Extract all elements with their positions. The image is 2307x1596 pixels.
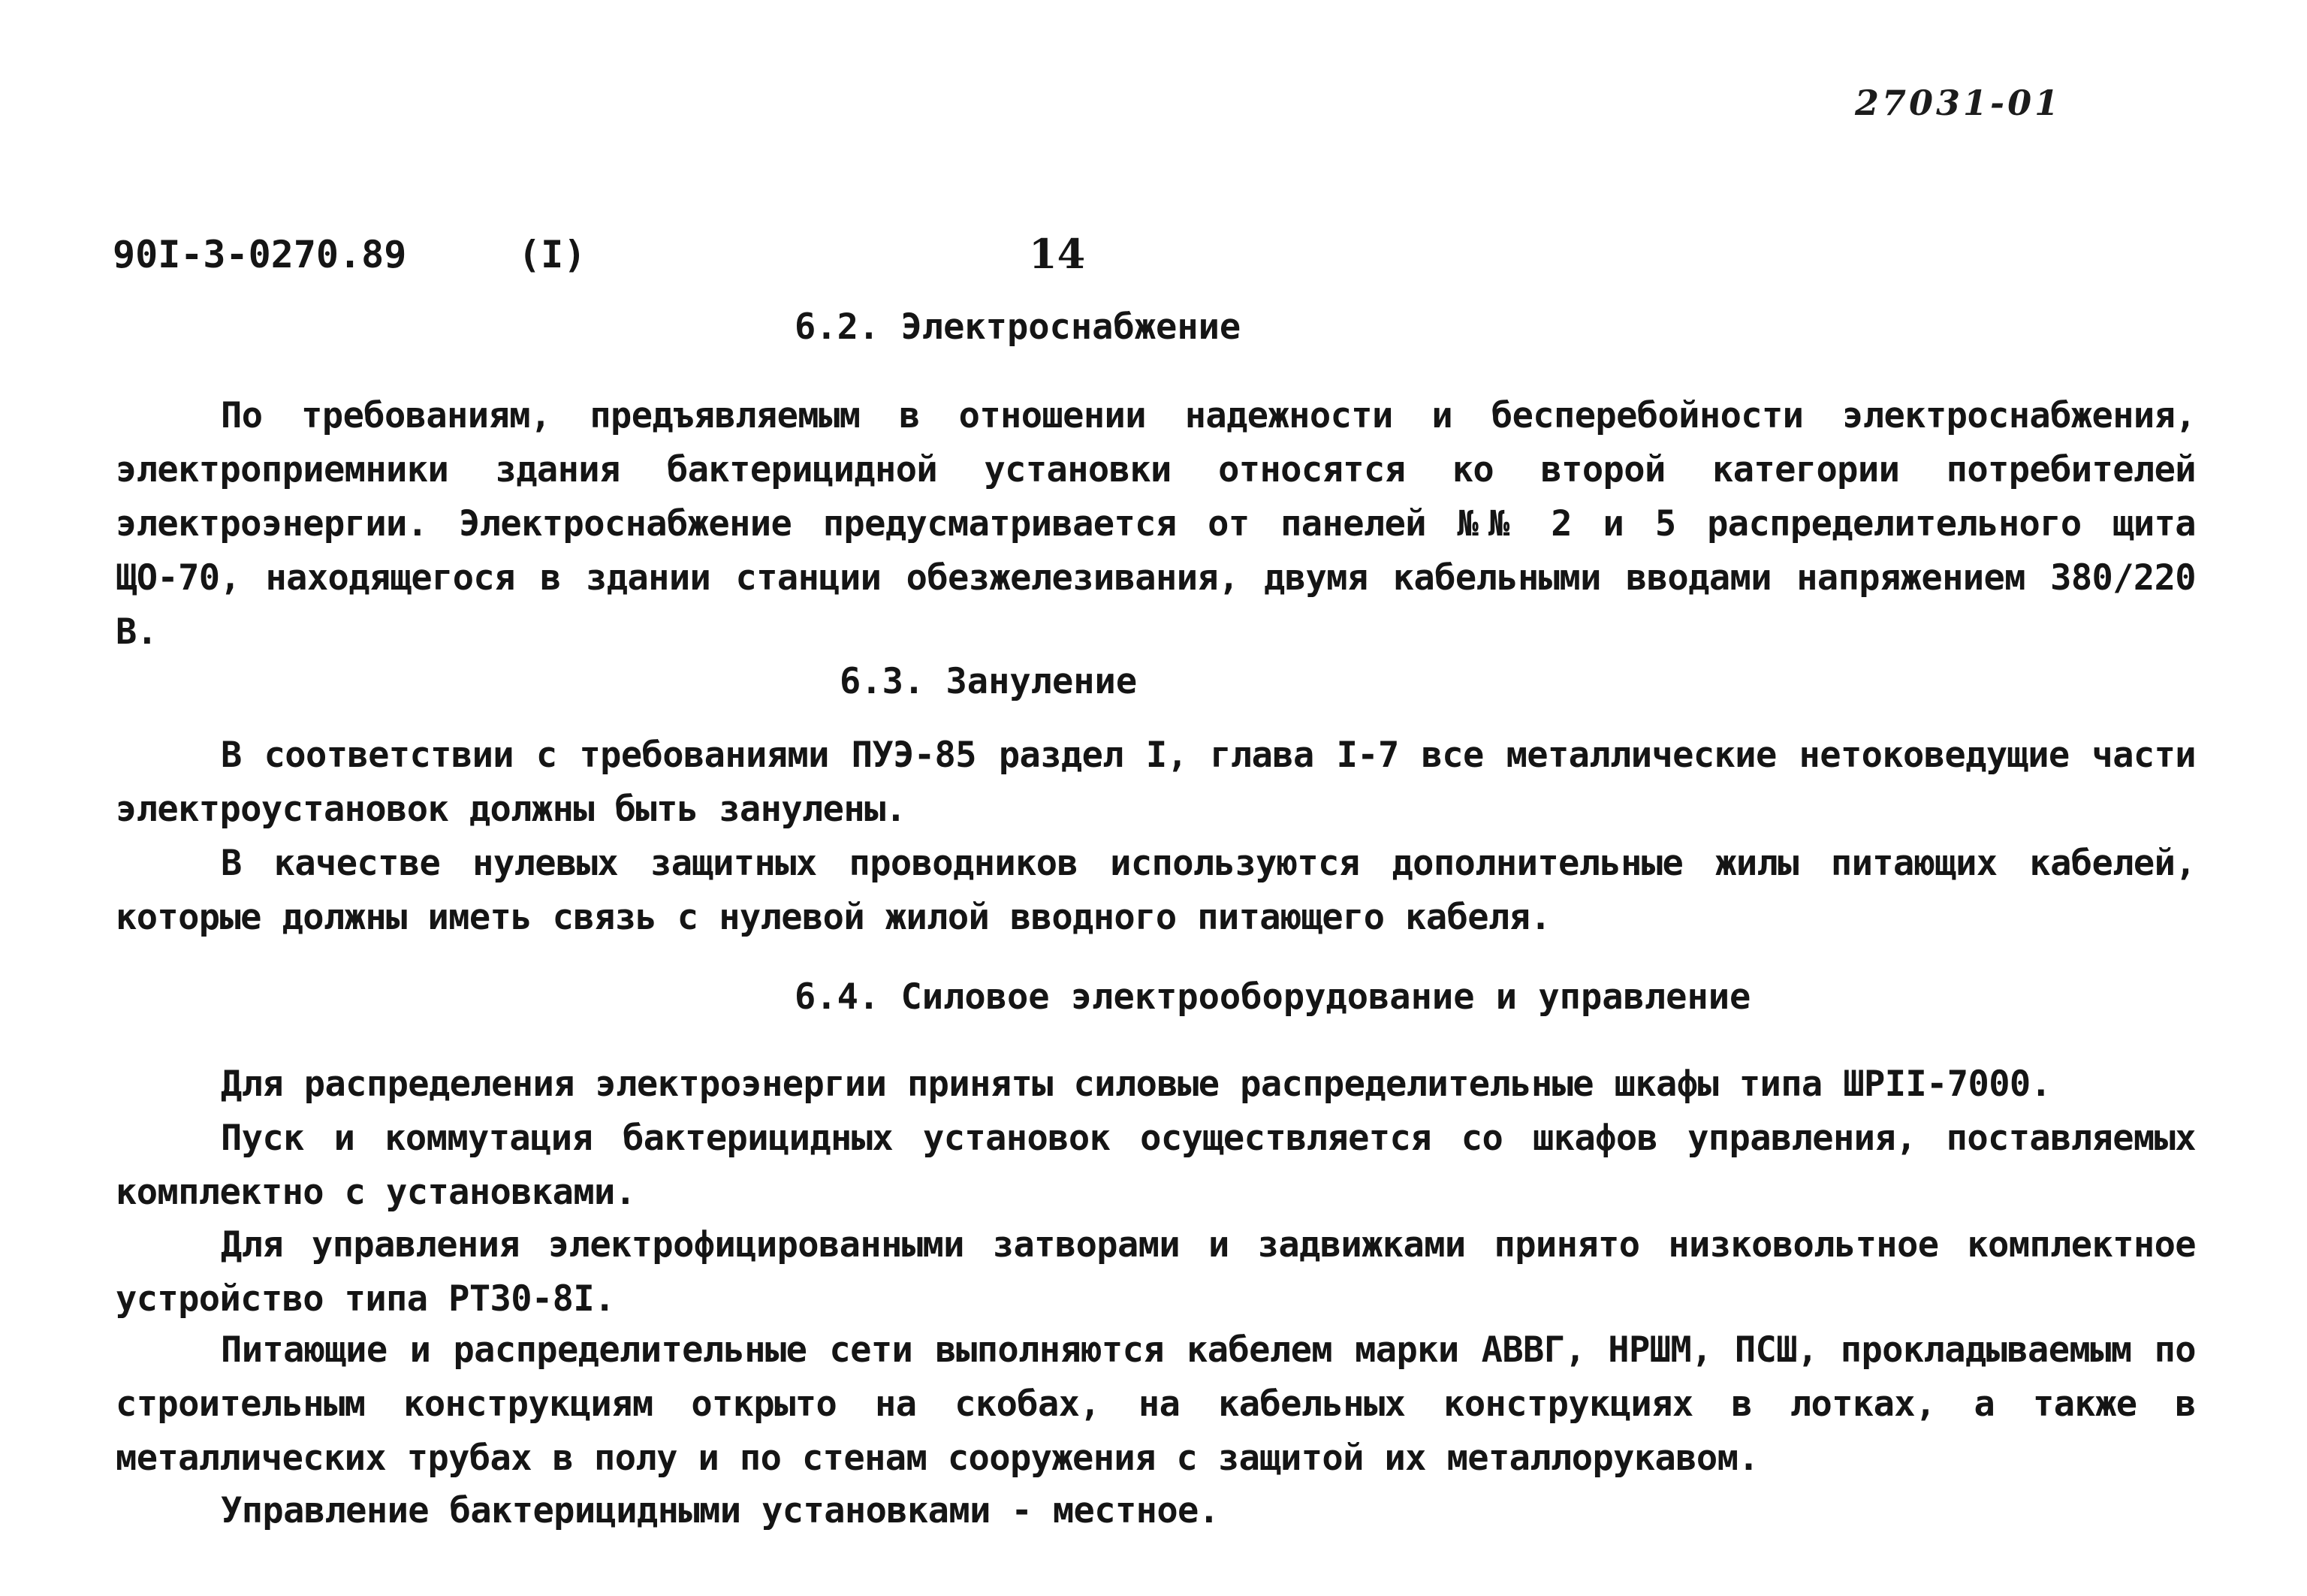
paragraph-power-supply: По требованиям, предъявляемым в отношении надежности и бесперебойности электроснабжения, электроприемники здания бактерицидной установки относятся ко второй категории потребителей электроэнергии. Электроснабжение предусматривается от панелей №№ 2 и 5 распределительного щита ЩО-70, находящегося в здании станции обезжелезивания, двумя кабельными вводами напряжением 380/220 В. [116, 395, 2196, 653]
paragraph-equipment-2: Пуск и коммутация бактерицидных установок осуществляется со шкафов управления, поставляемых комплектно с установками. [116, 1118, 2196, 1213]
paragraph-grounding-1: В соответствии с требованиями ПУЭ-85 раздел I, глава I-7 все металлические нетоковедущие части электроустановок должны быть занулены. [116, 735, 2196, 830]
paragraph-equipment-1: Для распределения электроэнергии приняты силовые распределительные шкафы типа ШРII-7000. [221, 1063, 2052, 1105]
paragraph-equipment-4: Питающие и распределительные сети выполняются кабелем марки АВВГ, НРШМ, ПСШ, прокладываемым по строительным конструкциям открыто на скобах, на кабельных конструкциях в лотках, а также в металлических трубах в полу и по стенам сооружения с защитой их металлорукавом. [116, 1329, 2196, 1479]
paragraph-equipment-5: Управление бактерицидными установками - местное. [221, 1490, 1220, 1531]
section-heading-grounding: 6.3. Зануление [840, 661, 1138, 702]
section-heading-power-equipment: 6.4. Силовое электрооборудование и управление [795, 976, 1751, 1018]
archive-number-stamp: 27031-01 [1855, 83, 2062, 123]
section-heading-power-supply: 6.2. Электроснабжение [795, 306, 1241, 348]
document-code: 90I-3-0270.89 [113, 233, 407, 276]
document-part: (I) [518, 233, 587, 276]
page-number: 14 [1029, 230, 1086, 278]
paragraph-equipment-3: Для управления электрофицированными затворами и задвижками принято низковольтное комплектное устройство типа РТЗ0-8I. [116, 1224, 2196, 1320]
paragraph-grounding-2: В качестве нулевых защитных проводников используются дополнительные жилы питающих кабелей, которые должны иметь связь с нулевой жилой вводного питающего кабеля. [116, 843, 2196, 938]
